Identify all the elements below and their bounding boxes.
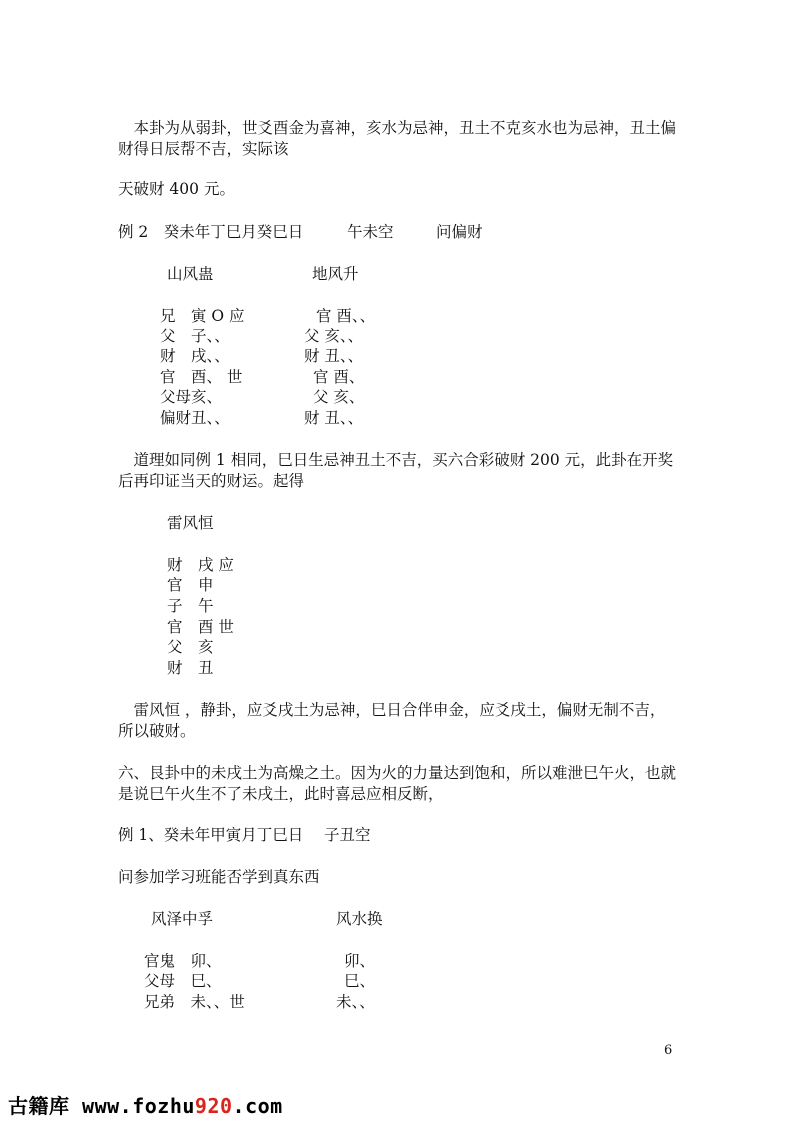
gua2-line: 财 戌 应 xyxy=(167,556,234,574)
gua3-right-line: 卯、 xyxy=(344,952,376,970)
site-watermark xyxy=(8,1090,283,1119)
gua2-line: 子 午 xyxy=(167,597,214,615)
example-2-question: 问偏财 xyxy=(436,223,483,241)
watermark-chinese: 古籍库 xyxy=(8,1094,70,1118)
gua1-left-line: 官 酉、 世 xyxy=(160,368,243,386)
gua1-left-line: 偏财丑、、 xyxy=(160,409,230,427)
gua1-left-line: 父 子、、 xyxy=(160,327,230,345)
watermark-url-b: .com xyxy=(232,1094,283,1118)
gua1-right-line: 父 亥、 xyxy=(313,388,365,406)
gua1-right-line: 父 亥、、 xyxy=(304,327,364,345)
gua3-right-line: 未、、 xyxy=(336,993,375,1011)
gua2-line: 官 申 xyxy=(167,576,214,594)
gua1-right-line: 财 丑、、 xyxy=(304,409,364,427)
example-2-kongwang: 午未空 xyxy=(347,223,394,241)
example-1-kongwang: 子丑空 xyxy=(324,826,371,844)
gua2-name: 雷风恒 xyxy=(167,514,214,532)
gua3-left-line: 官鬼 卯、 xyxy=(144,952,222,970)
gua1-left-name: 山风蛊 xyxy=(167,265,214,283)
gua3-right-name: 风水换 xyxy=(336,910,383,928)
paragraph-1: 本卦为从弱卦，世爻酉金为喜神，亥水为忌神，丑土不克亥水也为忌神，丑土偏财得日辰帮不吉，实际该 xyxy=(118,119,677,158)
paragraph-2: 天破财 400 元。 xyxy=(118,180,235,198)
gua2-line: 官 酉 世 xyxy=(167,618,234,636)
paragraph-3: 道理如同例 1 相同，巳日生忌神丑土不吉，买六合彩破财 200 元，此卦在开奖后再印证当天的财运。起得 xyxy=(118,451,674,490)
paragraph-5: 六、艮卦中的未戌土为高燥之土。因为火的力量达到饱和，所以难泄巳午火，也就是说巳午火生不了未戌土，此时喜忌应相反断， xyxy=(118,764,677,803)
gua1-right-line: 财 丑、、 xyxy=(304,347,364,365)
gua3-right-line: 巳、 xyxy=(344,972,376,990)
question-text: 问参加学习班能否学到真东西 xyxy=(118,868,320,886)
page-number: 6 xyxy=(664,1043,673,1058)
example-2-label: 例 2 癸未年丁巳月癸巳日 xyxy=(118,223,304,241)
gua1-left-line: 财 戌、、 xyxy=(160,347,230,365)
watermark-url-a: www.fozhu xyxy=(69,1094,195,1118)
watermark-url-number: 920 xyxy=(194,1094,233,1118)
gua1-right-name: 地风升 xyxy=(312,265,359,283)
gua2-line: 父 亥 xyxy=(167,638,214,656)
gua3-left-name: 风泽中孚 xyxy=(151,910,214,928)
gua1-left-line: 父母亥、 xyxy=(160,388,223,406)
gua3-left-line: 父母 巳、 xyxy=(144,972,222,990)
gua1-right-line: 官 酉、、 xyxy=(316,307,376,325)
paragraph-4: 雷风恒 ，静卦，应爻戌土为忌神，巳日合伴申金，应爻戌土，偏财无制不吉，所以破财。 xyxy=(118,701,666,740)
gua2-line: 财 丑 xyxy=(167,659,214,677)
gua1-left-line: 兄 寅 O 应 xyxy=(160,307,245,325)
gua3-left-line: 兄弟 未、、世 xyxy=(144,993,245,1011)
example-1-label: 例 1、癸未年甲寅月丁巳日 xyxy=(118,826,304,844)
gua1-right-line: 官 酉、 xyxy=(313,368,365,386)
